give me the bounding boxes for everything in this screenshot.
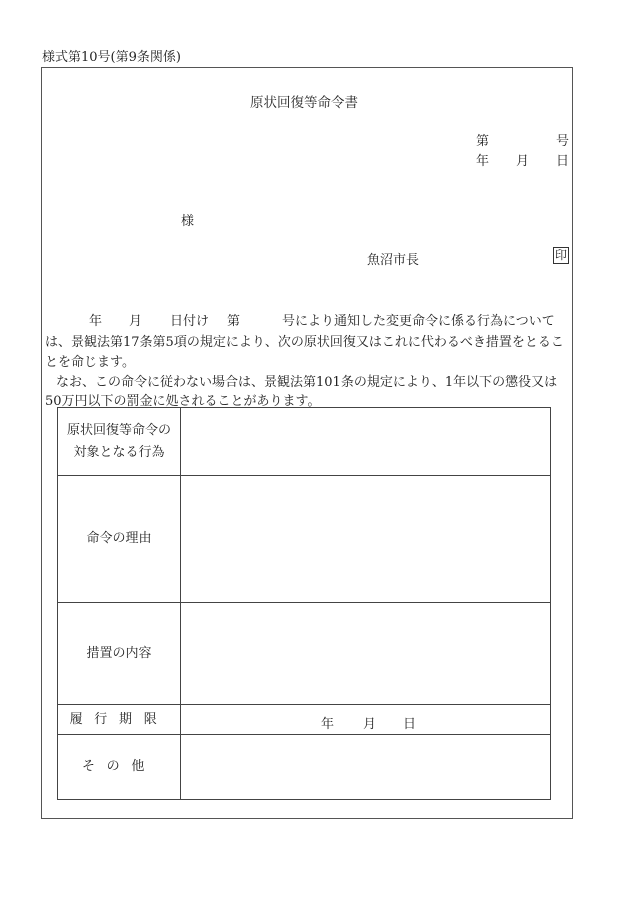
body-p1-month: 月: [129, 314, 143, 329]
document-title: 原状回復等命令書: [250, 95, 358, 111]
table-row: [58, 705, 551, 735]
deadline-day: 日: [403, 717, 417, 732]
row-label-measures: 措置の内容: [58, 603, 181, 705]
row-label-reason: 命令の理由: [58, 476, 181, 603]
body-p2-line2: 50万円以下の罰金に処されることがあります。: [45, 394, 321, 409]
seal-mark: 印: [554, 248, 567, 262]
table-row: [58, 603, 551, 705]
target-action-field[interactable]: [181, 408, 551, 476]
issue-date-month: 月: [516, 154, 530, 169]
form-number: 様式第10号(第9条関係): [42, 50, 181, 65]
deadline-month: 月: [363, 717, 377, 732]
document-number-prefix: 第: [476, 134, 490, 149]
issue-date-day: 日: [556, 154, 570, 169]
order-details-table: [57, 407, 551, 800]
row-label-deadline: 履行期限: [58, 705, 181, 735]
body-p1-line2: は、景観法第17条第5項の規定により、次の原状回復又はこれに代わるべき措置をとるこ: [45, 335, 564, 350]
deadline-field[interactable]: [181, 705, 551, 735]
issuer-name: 魚沼市長: [367, 253, 420, 268]
body-p2-line1: なお、この命令に従わない場合は、景観法第101条の規定により、1年以下の懲役又は: [56, 375, 558, 390]
reason-field[interactable]: [181, 476, 551, 603]
row-label-other: その他: [58, 735, 181, 800]
target-action-label-line2: 対象となる行為: [73, 444, 165, 460]
issue-date-year: 年: [476, 154, 490, 169]
body-p1-day: 日付け: [170, 314, 210, 329]
table-row: [58, 408, 551, 476]
body-p1-year: 年: [89, 314, 103, 329]
deadline-year: 年: [321, 717, 335, 732]
other-field[interactable]: [181, 735, 551, 800]
measures-field[interactable]: [181, 603, 551, 705]
table-row: [58, 735, 551, 800]
target-action-label-line1: 原状回復等命令の: [66, 422, 171, 438]
body-p1-number-prefix: 第: [227, 314, 241, 329]
body-p1-line3: とを命じます。: [45, 355, 135, 370]
row-label-target-action: [58, 408, 181, 476]
body-p1-text: 号により通知した変更命令に係る行為について: [282, 314, 555, 329]
addressee-suffix: 様: [181, 214, 195, 229]
table-row: [58, 476, 551, 603]
document-number-suffix: 号: [556, 134, 570, 149]
